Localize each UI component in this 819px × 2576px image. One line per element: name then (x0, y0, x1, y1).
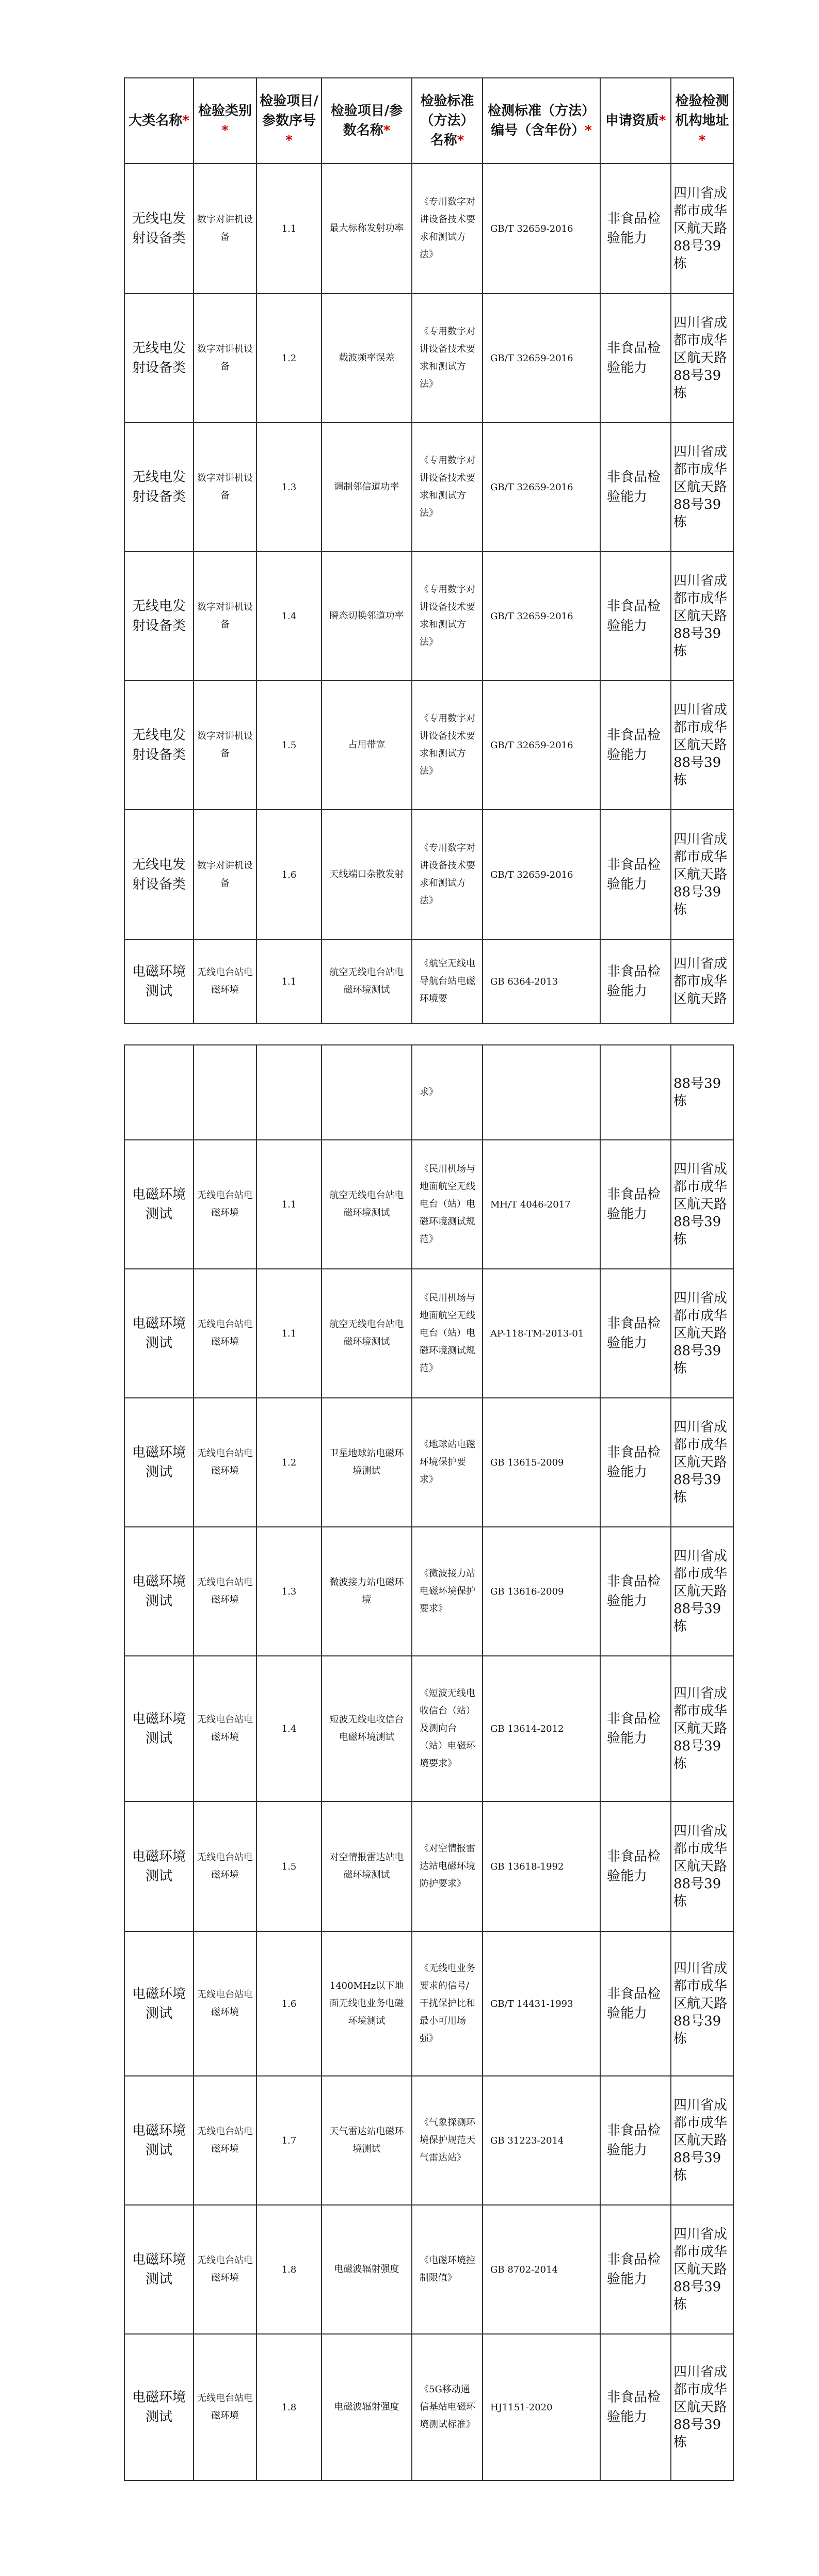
address-cell: 四川省成都市成华区航天路88号39栋 (671, 2076, 733, 2205)
item-name-cell: 瞬态切换邻道功率 (322, 552, 412, 681)
qualification-table (124, 77, 734, 2481)
method-name-cell: 《航空无线电导航台站电磁环境要 (412, 940, 483, 1023)
qualification-cell: 非食品检验能力 (600, 2334, 671, 2481)
address-cell: 88号39栋 (671, 1045, 733, 1140)
seq-cell: 1.8 (256, 2334, 322, 2481)
qualification-cell: 非食品检验能力 (600, 810, 671, 940)
qualification-cell: 非食品检验能力 (600, 2205, 671, 2334)
item-name-cell: 占用带宽 (322, 681, 412, 810)
method-code-cell: GB 8702-2014 (483, 2205, 600, 2334)
table-row (124, 810, 733, 940)
category-cell: 电磁环境测试 (124, 1656, 194, 1801)
test-type-cell: 无线电台站电磁环境 (194, 1269, 256, 1398)
page-break-gap (124, 1023, 733, 1045)
item-name-cell (322, 1045, 412, 1140)
table-row (124, 1801, 733, 1931)
seq-cell: 1.2 (256, 1398, 322, 1527)
address-cell: 四川省成都市成华区航天路88号39栋 (671, 423, 733, 552)
address-cell: 四川省成都市成华区航天路88号39栋 (671, 1527, 733, 1656)
test-type-cell: 无线电台站电磁环境 (194, 1398, 256, 1527)
qualification-cell: 非食品检验能力 (600, 1656, 671, 1801)
table-row (124, 294, 733, 423)
method-code-cell (483, 1045, 600, 1140)
item-name-cell: 航空无线电台站电磁环境测试 (322, 1269, 412, 1398)
seq-cell: 1.8 (256, 2205, 322, 2334)
category-cell: 无线电发射设备类 (124, 681, 194, 810)
method-name-cell: 《专用数字对讲设备技术要求和测试方法》 (412, 681, 483, 810)
seq-cell: 1.1 (256, 164, 322, 294)
category-cell: 电磁环境测试 (124, 940, 194, 1023)
qualification-cell: 非食品检验能力 (600, 1269, 671, 1398)
header-row (124, 78, 733, 164)
header-item: 检验项目/参数名称* (322, 78, 412, 164)
test-type-cell: 数字对讲机设备 (194, 810, 256, 940)
header-category: 大类名称* (124, 78, 194, 164)
header-address: 检验检测机构地址* (671, 78, 733, 164)
method-code-cell: GB 13614-2012 (483, 1656, 600, 1801)
method-name-cell: 《地球站电磁环境保护要求》 (412, 1398, 483, 1527)
required-mark: * (221, 123, 229, 138)
test-type-cell: 无线电台站电磁环境 (194, 1931, 256, 2076)
address-cell: 四川省成都市成华区航天路88号39栋 (671, 681, 733, 810)
seq-cell: 1.3 (256, 423, 322, 552)
qualification-cell: 非食品检验能力 (600, 681, 671, 810)
method-code-cell: GB/T 32659-2016 (483, 164, 600, 294)
test-type-cell: 无线电台站电磁环境 (194, 1656, 256, 1801)
method-name-cell: 《电磁环境控制限值》 (412, 2205, 483, 2334)
table-row (124, 1269, 733, 1398)
method-code-cell: GB 13618-1992 (483, 1801, 600, 1931)
address-cell: 四川省成都市成华区航天路88号39栋 (671, 1398, 733, 1527)
qualification-cell: 非食品检验能力 (600, 552, 671, 681)
header-method-name: 检验标准（方法）名称* (412, 78, 483, 164)
method-name-cell: 《专用数字对讲设备技术要求和测试方法》 (412, 552, 483, 681)
address-cell: 四川省成都市成华区航天路88号39栋 (671, 552, 733, 681)
category-cell: 电磁环境测试 (124, 1931, 194, 2076)
qualification-cell (600, 1045, 671, 1140)
table-row (124, 1398, 733, 1527)
table-body (124, 164, 733, 2481)
seq-cell: 1.4 (256, 552, 322, 681)
test-type-cell: 无线电台站电磁环境 (194, 2076, 256, 2205)
seq-cell: 1.3 (256, 1527, 322, 1656)
address-cell: 四川省成都市成华区航天路88号39栋 (671, 1269, 733, 1398)
table-row (124, 940, 733, 1023)
item-name-cell: 卫星地球站电磁环境测试 (322, 1398, 412, 1527)
required-mark: * (585, 123, 592, 138)
qualification-cell: 非食品检验能力 (600, 1140, 671, 1269)
method-name-cell: 《专用数字对讲设备技术要求和测试方法》 (412, 810, 483, 940)
method-code-cell: HJ1151-2020 (483, 2334, 600, 2481)
qualification-cell: 非食品检验能力 (600, 940, 671, 1023)
method-name-cell: 《微波接力站电磁环境保护要求》 (412, 1527, 483, 1656)
required-mark: * (285, 133, 293, 148)
item-name-cell: 调制邻信道功率 (322, 423, 412, 552)
qualification-cell: 非食品检验能力 (600, 294, 671, 423)
address-cell: 四川省成都市成华区航天路88号39栋 (671, 2334, 733, 2481)
header-test-type: 检验类别* (194, 78, 256, 164)
test-type-cell: 数字对讲机设备 (194, 164, 256, 294)
address-cell: 四川省成都市成华区航天路88号39栋 (671, 1931, 733, 2076)
method-name-cell: 《民用机场与地面航空无线电台（站）电磁环境测试规范》 (412, 1269, 483, 1398)
category-cell: 无线电发射设备类 (124, 552, 194, 681)
address-cell: 四川省成都市成华区航天路88号39栋 (671, 1140, 733, 1269)
address-cell: 四川省成都市成华区航天路 (671, 940, 733, 1023)
method-name-cell: 《专用数字对讲设备技术要求和测试方法》 (412, 164, 483, 294)
table-row (124, 423, 733, 552)
seq-cell: 1.2 (256, 294, 322, 423)
method-name-cell: 《短波无线电收信台（站）及测向台（站）电磁环境要求》 (412, 1656, 483, 1801)
method-code-cell: GB/T 32659-2016 (483, 810, 600, 940)
method-code-cell: GB/T 32659-2016 (483, 423, 600, 552)
required-mark: * (457, 133, 464, 148)
item-name-cell: 最大标称发射功率 (322, 164, 412, 294)
required-mark: * (182, 113, 189, 128)
method-code-cell: MH/T 4046-2017 (483, 1140, 600, 1269)
table-row (124, 681, 733, 810)
header-method-code: 检测标准（方法）编号（含年份）* (483, 78, 600, 164)
category-cell: 电磁环境测试 (124, 2334, 194, 2481)
table-row (124, 2205, 733, 2334)
header-seq: 检验项目/参数序号* (256, 78, 322, 164)
qualification-cell: 非食品检验能力 (600, 164, 671, 294)
category-cell: 电磁环境测试 (124, 1398, 194, 1527)
qualification-cell: 非食品检验能力 (600, 1931, 671, 2076)
address-cell: 四川省成都市成华区航天路88号39栋 (671, 294, 733, 423)
method-code-cell: GB 31223-2014 (483, 2076, 600, 2205)
test-type-cell: 数字对讲机设备 (194, 423, 256, 552)
test-type-cell: 无线电台站电磁环境 (194, 2334, 256, 2481)
page-break-spacer (124, 1023, 733, 1045)
method-name-cell: 《专用数字对讲设备技术要求和测试方法》 (412, 423, 483, 552)
table-row (124, 1527, 733, 1656)
test-type-cell (194, 1045, 256, 1140)
item-name-cell: 对空情报雷达站电磁环境测试 (322, 1801, 412, 1931)
method-code-cell: GB 13616-2009 (483, 1527, 600, 1656)
address-cell: 四川省成都市成华区航天路88号39栋 (671, 810, 733, 940)
required-mark: * (698, 133, 706, 148)
table-row (124, 1140, 733, 1269)
item-name-cell: 天线端口杂散发射 (322, 810, 412, 940)
seq-cell: 1.6 (256, 810, 322, 940)
method-code-cell: GB/T 32659-2016 (483, 294, 600, 423)
qualification-cell: 非食品检验能力 (600, 1527, 671, 1656)
address-cell: 四川省成都市成华区航天路88号39栋 (671, 1656, 733, 1801)
qualification-cell: 非食品检验能力 (600, 1801, 671, 1931)
item-name-cell: 航空无线电台站电磁环境测试 (322, 1140, 412, 1269)
category-cell: 无线电发射设备类 (124, 423, 194, 552)
method-code-cell: GB/T 32659-2016 (483, 552, 600, 681)
method-name-cell: 《气象探测环境保护规范天气雷达站》 (412, 2076, 483, 2205)
item-name-cell: 天气雷达站电磁环境测试 (322, 2076, 412, 2205)
table-row (124, 2334, 733, 2481)
test-type-cell: 数字对讲机设备 (194, 681, 256, 810)
document-page (124, 77, 733, 2481)
category-cell (124, 1045, 194, 1140)
seq-cell: 1.4 (256, 1656, 322, 1801)
qualification-cell: 非食品检验能力 (600, 1398, 671, 1527)
seq-cell: 1.1 (256, 940, 322, 1023)
category-cell: 电磁环境测试 (124, 1801, 194, 1931)
method-code-cell: AP-118-TM-2013-01 (483, 1269, 600, 1398)
test-type-cell: 无线电台站电磁环境 (194, 2205, 256, 2334)
method-name-cell: 《民用机场与地面航空无线电台（站）电磁环境测试规范》 (412, 1140, 483, 1269)
test-type-cell: 无线电台站电磁环境 (194, 1140, 256, 1269)
seq-cell: 1.5 (256, 1801, 322, 1931)
required-mark: * (383, 123, 391, 138)
address-cell: 四川省成都市成华区航天路88号39栋 (671, 2205, 733, 2334)
method-name-cell: 求》 (412, 1045, 483, 1140)
test-type-cell: 数字对讲机设备 (194, 294, 256, 423)
table-row (124, 2076, 733, 2205)
method-code-cell: GB 13615-2009 (483, 1398, 600, 1527)
category-cell: 无线电发射设备类 (124, 164, 194, 294)
test-type-cell: 无线电台站电磁环境 (194, 940, 256, 1023)
required-mark: * (659, 113, 666, 128)
method-code-cell: GB 6364-2013 (483, 940, 600, 1023)
table-row (124, 1656, 733, 1801)
item-name-cell: 微波接力站电磁环境 (322, 1527, 412, 1656)
seq-cell: 1.1 (256, 1140, 322, 1269)
item-name-cell: 短波无线电收信台电磁环境测试 (322, 1656, 412, 1801)
method-code-cell: GB/T 14431-1993 (483, 1931, 600, 2076)
category-cell: 电磁环境测试 (124, 2076, 194, 2205)
test-type-cell: 无线电台站电磁环境 (194, 1801, 256, 1931)
qualification-cell: 非食品检验能力 (600, 2076, 671, 2205)
seq-cell: 1.7 (256, 2076, 322, 2205)
seq-cell (256, 1045, 322, 1140)
item-name-cell: 电磁波辐射强度 (322, 2205, 412, 2334)
address-cell: 四川省成都市成华区航天路88号39栋 (671, 164, 733, 294)
method-name-cell: 《5G移动通信基站电磁环境测试标准》 (412, 2334, 483, 2481)
test-type-cell: 数字对讲机设备 (194, 552, 256, 681)
seq-cell: 1.5 (256, 681, 322, 810)
table-row (124, 164, 733, 294)
method-name-cell: 《无线电业务要求的信号/干扰保护比和最小可用场强》 (412, 1931, 483, 2076)
test-type-cell: 无线电台站电磁环境 (194, 1527, 256, 1656)
header-qualification: 申请资质* (600, 78, 671, 164)
item-name-cell: 载波频率误差 (322, 294, 412, 423)
item-name-cell: 1400MHz以下地面无线电业务电磁环境测试 (322, 1931, 412, 2076)
category-cell: 无线电发射设备类 (124, 810, 194, 940)
item-name-cell: 电磁波辐射强度 (322, 2334, 412, 2481)
address-cell: 四川省成都市成华区航天路88号39栋 (671, 1801, 733, 1931)
category-cell: 无线电发射设备类 (124, 294, 194, 423)
table-row (124, 1045, 733, 1140)
method-name-cell: 《对空情报雷达站电磁环境防护要求》 (412, 1801, 483, 1931)
category-cell: 电磁环境测试 (124, 1269, 194, 1398)
method-code-cell: GB/T 32659-2016 (483, 681, 600, 810)
category-cell: 电磁环境测试 (124, 1140, 194, 1269)
table-row (124, 1931, 733, 2076)
table-row (124, 552, 733, 681)
category-cell: 电磁环境测试 (124, 2205, 194, 2334)
seq-cell: 1.1 (256, 1269, 322, 1398)
method-name-cell: 《专用数字对讲设备技术要求和测试方法》 (412, 294, 483, 423)
seq-cell: 1.6 (256, 1931, 322, 2076)
qualification-cell: 非食品检验能力 (600, 423, 671, 552)
category-cell: 电磁环境测试 (124, 1527, 194, 1656)
item-name-cell: 航空无线电台站电磁环境测试 (322, 940, 412, 1023)
